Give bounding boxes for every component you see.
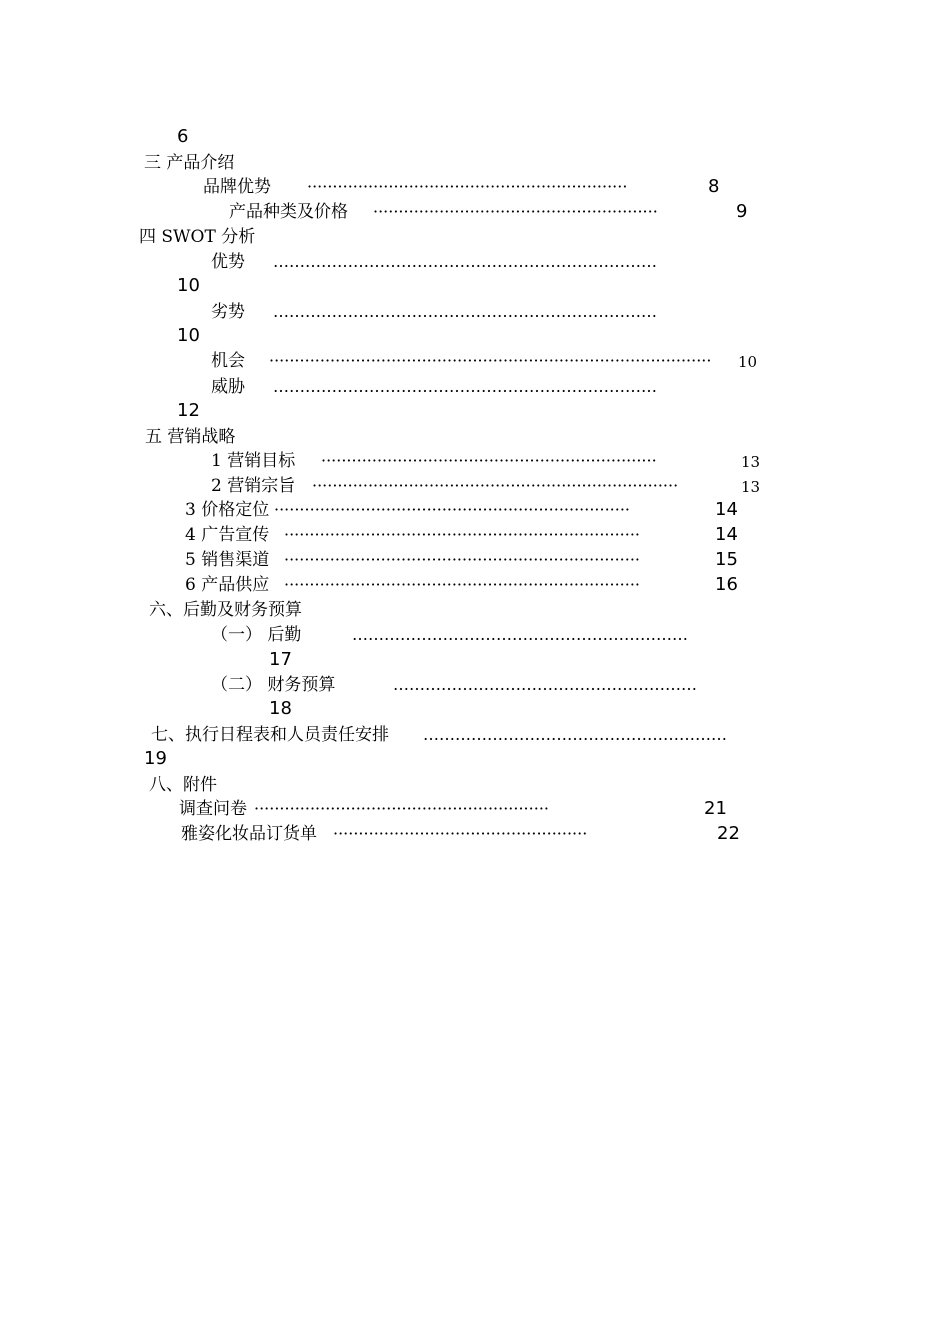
toc-page-number: 8: [708, 176, 720, 197]
toc-entry-label: 雅姿化妆品订货单: [181, 824, 317, 844]
toc-heading-5: 五 营销战略: [145, 427, 236, 447]
toc-page-number: 22: [717, 823, 740, 844]
toc-leader-dots: ………………………………………………………………: [273, 377, 657, 396]
toc-heading-8: 八、附件: [149, 775, 217, 795]
toc-page-number: 13: [741, 453, 761, 471]
toc-entry-label: 调查问卷: [179, 799, 247, 819]
toc-page-number: 19: [144, 748, 167, 769]
toc-entry-label: 产品种类及价格: [229, 202, 348, 222]
toc-entry-label: 5 销售渠道: [185, 550, 270, 570]
toc-entry-label: 3 价格定位: [185, 500, 270, 520]
toc-heading-7: 七、执行日程表和人员责任安排: [151, 725, 389, 745]
toc-page-number: 6: [177, 126, 189, 147]
toc-leader-dots: ··························································: [254, 799, 549, 818]
toc-heading-3: 三 产品介绍: [144, 153, 235, 173]
toc-page-number: 10: [738, 353, 758, 371]
toc-page-number: 17: [269, 649, 292, 670]
toc-page-number: 14: [715, 499, 738, 520]
toc-leader-dots: ·······················································································: [269, 351, 712, 370]
toc-leader-dots: ······································································: [274, 500, 631, 519]
toc-entry-label: （二） 财务预算: [211, 675, 336, 695]
toc-leader-dots: ·······························································: [307, 177, 628, 196]
toc-entry-label: 优势: [211, 252, 245, 272]
toc-page-number: 10: [177, 325, 200, 346]
toc-leader-dots: ··················································: [333, 824, 588, 843]
toc-page-number: 10: [177, 275, 200, 296]
toc-leader-dots: ························································: [373, 202, 658, 221]
toc-leader-dots: ······································································: [284, 575, 641, 594]
toc-entry-label: 2 营销宗旨: [211, 476, 296, 496]
toc-leader-dots: …………………………………………………: [423, 725, 727, 744]
toc-entry-label: 威胁: [211, 377, 245, 397]
toc-entry-label: 1 营销目标: [211, 451, 296, 471]
toc-heading-4: 四 SWOT 分析: [139, 227, 256, 247]
toc-entry-label: （一） 后勤: [211, 625, 302, 645]
toc-entry-label: 品牌优势: [203, 177, 271, 197]
toc-page-number: 15: [715, 549, 738, 570]
toc-leader-dots: ······································································: [284, 525, 641, 544]
toc-page-number: 13: [741, 478, 761, 496]
toc-entry-label: 4 广告宣传: [185, 525, 270, 545]
toc-leader-dots: ········································································: [312, 476, 679, 495]
toc-entry-label: 6 产品供应: [185, 575, 270, 595]
toc-leader-dots: ······································································: [284, 550, 641, 569]
toc-heading-6: 六、后勤及财务预算: [149, 600, 302, 620]
toc-entry-label: 机会: [211, 351, 245, 371]
toc-page-number: 18: [269, 698, 292, 719]
toc-leader-dots: ………………………………………………………………: [273, 252, 657, 271]
toc-leader-dots: ··································································: [321, 451, 657, 470]
toc-leader-dots: ………………………………………………………………: [273, 302, 657, 321]
toc-page-number: 21: [704, 798, 727, 819]
toc-leader-dots: ………………………………………………………: [352, 625, 688, 644]
toc-page-number: 12: [177, 400, 200, 421]
toc-entry-label: 劣势: [211, 302, 245, 322]
toc-page-number: 14: [715, 524, 738, 545]
toc-leader-dots: …………………………………………………: [393, 675, 697, 694]
toc-page-number: 9: [736, 201, 748, 222]
toc-page-number: 16: [715, 574, 738, 595]
